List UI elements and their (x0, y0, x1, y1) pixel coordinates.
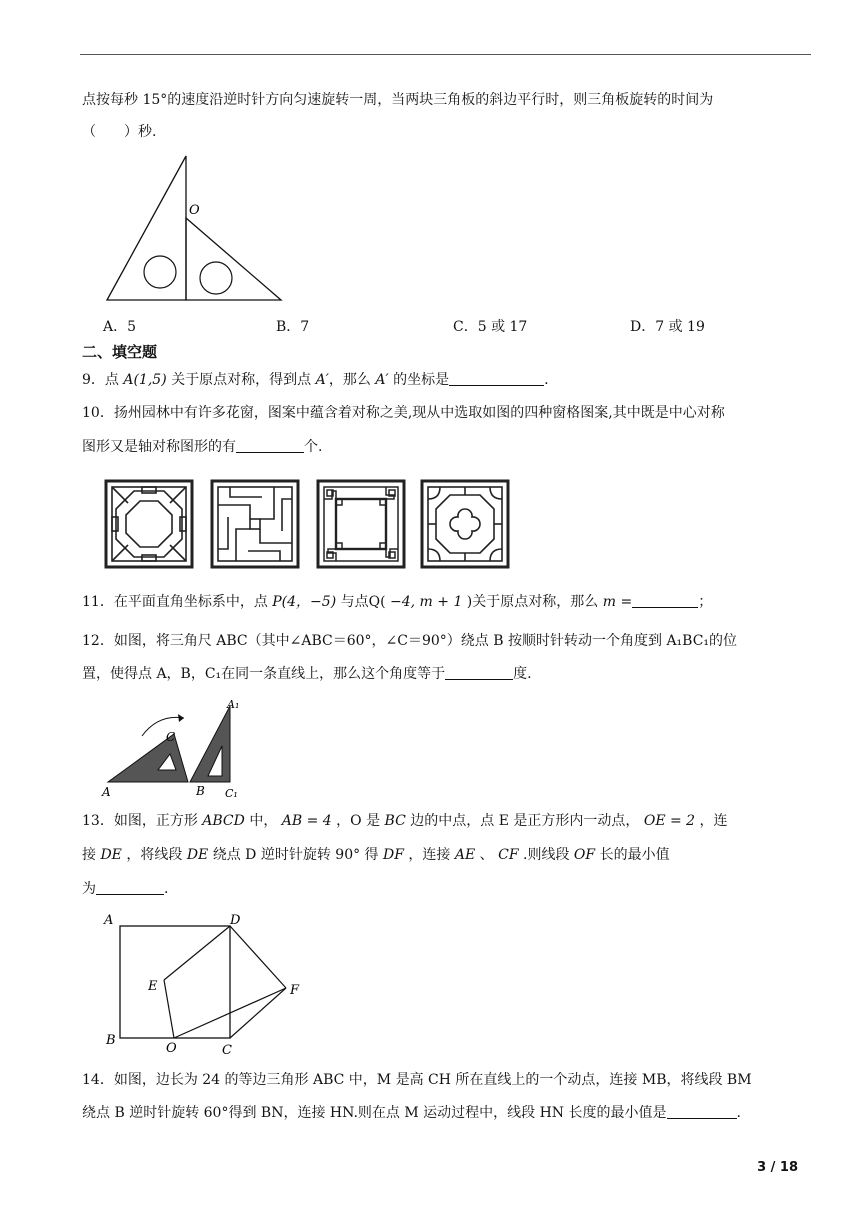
q13-line2: 接 DE ，将线段 DE 绕点 D 逆时针旋转 90° 得 DF ，连接 AE 、 CF .则线段 OF 长的最小值 (82, 847, 670, 863)
q12-rotation-arrow (142, 717, 184, 736)
q10-line1: 10．扬州园林中有许多花窗，图案中蕴含着对称之美,现从中选取如图的四种窗格图案,其中既是中心对称 (82, 405, 725, 421)
page-number: 3 / 18 (757, 1160, 798, 1175)
svg-text:A₁: A₁ (227, 698, 240, 711)
q14-line1: 14．如图，边长为 24 的等边三角形 ABC 中，M 是高 CH 所在直线上的一个动点，连接 MB，将线段 BM (82, 1072, 752, 1088)
svg-text:E: E (148, 979, 158, 994)
q12-triangle-abc (108, 734, 188, 782)
svg-text:C: C (222, 1043, 232, 1058)
q10-answer-blank (236, 438, 304, 453)
q8-option-a: A．5 (103, 319, 137, 335)
q13-line1: 13．如图，正方形 ABCD 中， AB = 4 ，O 是 BC 边的中点，点 E 是正方形内一动点， OE = 2 ，连 (82, 813, 728, 829)
q13-segment-de (164, 926, 230, 980)
q13-line3: 为 . (82, 881, 169, 897)
q13-segment-oe (164, 980, 174, 1038)
svg-text:C: C (166, 730, 176, 744)
q14-answer-blank (667, 1104, 737, 1119)
q12-line2: 置，使得点 A，B，C₁在同一条直线上，那么这个角度等于 度. (82, 666, 532, 682)
q12-triangle-ruler-figure (100, 696, 250, 800)
svg-text:C₁: C₁ (225, 787, 238, 800)
q8-option-c: C．5 或 17 (453, 319, 528, 335)
q8-line2: （ ）秒. (82, 124, 157, 140)
svg-text:F: F (290, 983, 300, 998)
q8-triangles-figure (100, 150, 290, 310)
q8-label-O: O (189, 203, 200, 218)
svg-text:O: O (166, 1041, 177, 1056)
q8-option-d: D．7 或 19 (630, 319, 705, 335)
q8-circle-right (200, 262, 232, 294)
q13-answer-blank (96, 880, 164, 895)
q8-option-b: B．7 (276, 319, 310, 335)
q13-segment-fc (230, 988, 286, 1038)
q13-square-figure (100, 906, 310, 1058)
svg-text:B: B (196, 784, 205, 798)
q11-line: 11．在平面直角坐标系中，点 P(4，−5) 与点Q( −4, m + 1 )关于原点对称，那么 m = ； (82, 594, 713, 610)
q10-line2: 图形又是轴对称图形的有 个. (82, 439, 323, 455)
q13-square-abcd (120, 926, 230, 1038)
q8-circle-left (144, 256, 176, 288)
window-pattern-4 (422, 481, 508, 567)
header-rule (80, 54, 811, 55)
svg-text:B: B (106, 1033, 116, 1048)
q14-line2: 绕点 B 逆时针旋转 60°得到 BN，连接 HN.则在点 M 运动过程中，线段 HN 长度的最小值是 . (82, 1105, 741, 1121)
q10-window-patterns (104, 479, 514, 569)
q8-small-triangle (186, 218, 281, 300)
window-pattern-1 (106, 481, 192, 567)
q13-segment-df (230, 926, 286, 988)
svg-text:D: D (230, 913, 241, 928)
svg-text:A: A (104, 913, 114, 928)
q9-answer-blank (449, 371, 544, 386)
q12-line1: 12．如图，将三角尺 ABC（其中∠ABC＝60°，∠C＝90°）绕点 B 按顺时针转动一个角度到 A₁BC₁的位 (82, 633, 738, 649)
q11-answer-blank (632, 593, 698, 608)
svg-text:A: A (102, 785, 111, 799)
q8-line1: 点按每秒 15°的速度沿逆时针方向匀速旋转一周，当两块三角板的斜边平行时，则三角板旋转的时间为 (82, 92, 714, 108)
q12-answer-blank (445, 665, 513, 680)
window-pattern-3 (318, 481, 404, 567)
section-title: 二、填空题 (82, 343, 158, 361)
window-pattern-2 (212, 481, 298, 567)
q9-line: 9．点 A(1,5) 关于原点对称，得到点 A′，那么 A′ 的坐标是 . (82, 372, 549, 388)
